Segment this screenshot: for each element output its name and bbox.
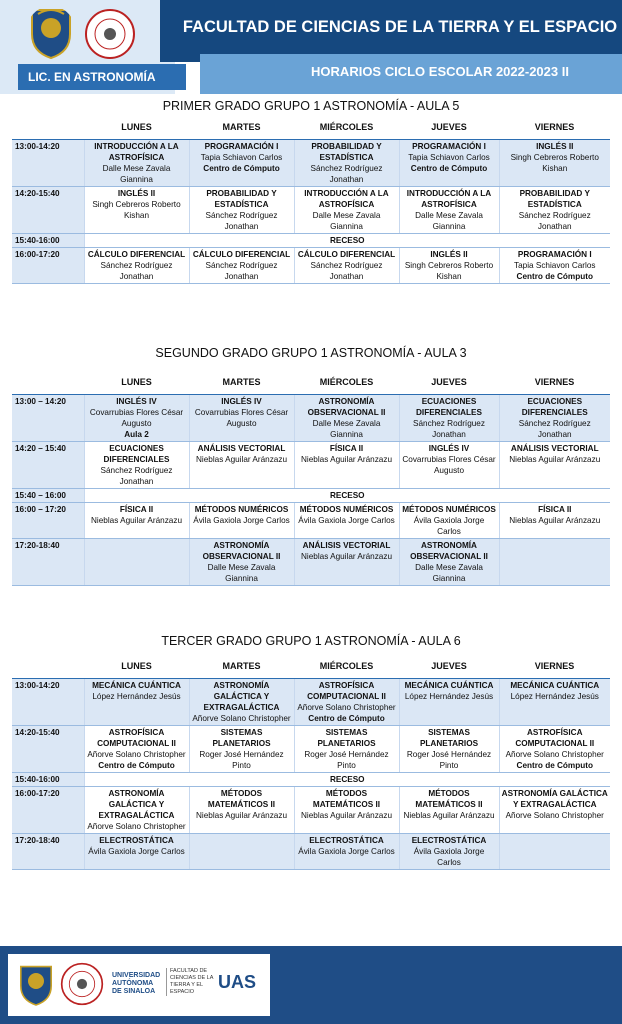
day-header: MIÉRCOLES [294,656,399,678]
class-cell [84,394,189,441]
subject-name: ASTRONOMÍA GALÁCTICA Y EXTRAGALÁCTICA [203,680,280,712]
subject-name: FÍSICA II [538,504,572,514]
subject-name: INTRODUCCIÓN A LA ASTROFÍSICA [406,188,492,209]
page-footer [0,946,622,1024]
teacher-name: Sánchez Rodríguez Jonathan [518,418,591,439]
program-label: LIC. EN ASTRONOMÍA [18,64,186,90]
class-cell [189,833,294,869]
room-note: Aula 2 [124,429,149,439]
teacher-name: Tapia Schiavon Carlos [514,260,596,270]
subject-name: ECUACIONES DIFERENCIALES [103,443,170,464]
teacher-name: Dalle Mese Zavala Giannina [415,562,483,583]
page-title: FACULTAD DE CIENCIAS DE LA TIERRA Y EL ESPACIO [182,18,618,36]
page-header [0,0,622,94]
subject-name: INTRODUCCIÓN A LA ASTROFÍSICA [94,141,179,162]
subject-name: ELECTROSTÁTICA [411,835,487,845]
teacher-name: Singh Cebreros Roberto Kishan [92,199,181,220]
teacher-name: Dalle Mese Zavala Giannina [102,163,171,184]
time-slot: 14:20-15:40 [12,725,84,772]
class-cell [84,833,189,869]
class-cell [499,833,610,869]
teacher-name: Añorve Solano Christopher [87,821,186,831]
grade2-title: SEGUNDO GRADO GRUPO 1 ASTRONOMÍA - AULA 3 [155,346,467,360]
subject-name: PROGRAMACIÓN I [204,141,279,151]
subject-name: MECÁNICA CUÁNTICA [92,680,181,690]
class-cell [499,538,610,585]
room-note: Centro de Cómputo [98,760,175,770]
teacher-name: Covarrubias Flores César Augusto [402,454,496,475]
class-cell [84,186,189,233]
subject-name: CÁLCULO DIFERENCIAL [87,249,186,259]
class-cell [399,139,499,186]
class-cell [499,394,610,441]
teacher-name: Covarrubias Flores César Augusto [194,407,289,428]
faculty-crest-icon [26,6,76,60]
teacher-name: López Hernández Jesús [404,691,494,701]
subject-name: INGLÉS II [430,249,468,259]
class-cell [84,441,189,488]
subject-name: ASTRONOMÍA OBSERVACIONAL II [202,540,281,561]
class-cell [189,538,294,585]
class-cell [294,394,399,441]
subject-name: SISTEMAS PLANETARIOS [419,727,479,748]
class-cell [84,538,189,585]
subject-name: MÉTODOS MATEMÁTICOS II [207,788,276,809]
subject-name: ASTRONOMÍA GALÁCTICA Y EXTRAGALÁCTICA [501,788,608,809]
subject-name: MÉTODOS MATEMÁTICOS II [415,788,483,809]
subject-name: INGLÉS II [536,141,574,151]
time-slot: 16:00-17:20 [12,247,84,283]
class-cell [84,786,189,833]
class-cell [399,441,499,488]
teacher-name: Añorve Solano Christopher [87,749,186,759]
break-cell: RECESO [84,233,610,247]
class-cell [399,186,499,233]
table-row [12,833,610,869]
subject-name: CÁLCULO DIFERENCIAL [192,249,291,259]
day-header: JUEVES [399,372,499,394]
class-cell [399,725,499,772]
day-header: JUEVES [399,656,499,678]
grade2-schedule-table [12,372,610,586]
subject-name: ECUACIONES DIFERENCIALES [416,396,482,417]
room-note: Centro de Cómputo [203,163,280,173]
break-cell: RECESO [84,772,610,786]
table-row [12,247,610,283]
class-cell [294,247,399,283]
subject-name: ECUACIONES DIFERENCIALES [521,396,588,417]
time-slot: 16:00 – 17:20 [12,502,84,538]
teacher-name: Nieblas Aguilar Aránzazu [509,515,601,525]
table-row [12,725,610,772]
teacher-name: Roger José Hernández Pinto [199,749,284,770]
class-cell [189,678,294,725]
subject-name: ASTRONOMÍA GALÁCTICA Y EXTRAGALÁCTICA [98,788,175,820]
teacher-name: Dalle Mese Zavala Giannina [312,210,381,231]
class-cell [189,139,294,186]
subject-name: PROGRAMACIÓN I [412,141,486,151]
subject-name: FÍSICA II [119,504,154,514]
class-cell [294,502,399,538]
university-name: UNIVERSIDAD AUTÓNOMA DE SINALOA [112,972,161,995]
day-header: VIERNES [499,656,610,678]
teacher-name: Sánchez Rodríguez Jonathan [205,210,278,231]
day-header: LUNES [84,117,189,139]
grade1-schedule-table [12,117,610,284]
teacher-name: Sánchez Rodríguez Jonathan [100,465,173,486]
subject-name: MÉTODOS NUMÉRICOS [402,504,496,514]
teacher-name: Singh Cebreros Roberto Kishan [404,260,494,281]
time-slot: 13:00-14:20 [12,139,84,186]
table-row [12,538,610,585]
day-header: MIÉRCOLES [294,372,399,394]
faculty-crest-icon [16,962,56,1008]
class-cell [294,678,399,725]
class-cell [499,786,610,833]
subject-name: INGLÉS IV [428,443,470,453]
time-slot: 15:40-16:00 [12,233,84,247]
subject-name: ELECTROSTÁTICA [99,835,174,845]
time-slot: 15:40 – 16:00 [12,488,84,502]
class-cell [499,186,610,233]
class-cell [499,678,610,725]
room-note: Centro de Cómputo [516,271,593,281]
class-cell [399,786,499,833]
room-note: Centro de Cómputo [410,163,488,173]
subject-name: PROBABILIDAD Y ESTADÍSTICA [206,188,277,209]
teacher-name: Dalle Mese Zavala Giannina [207,562,276,583]
time-header [12,372,84,394]
subject-name: ANÁLISIS VECTORIAL [302,540,391,550]
teacher-name: Roger José Hernández Pinto [406,749,492,770]
grade1-title: PRIMER GRADO GRUPO 1 ASTRONOMÍA - AULA 5 [162,99,460,113]
subject-name: SISTEMAS PLANETARIOS [212,727,271,748]
teacher-name: Nieblas Aguilar Aránzazu [300,551,393,561]
teacher-name: Añorve Solano Christopher [505,749,604,759]
class-cell [399,538,499,585]
subject-name: MÉTODOS NUMÉRICOS [194,504,289,514]
day-header: VIERNES [499,372,610,394]
teacher-name: Nieblas Aguilar Aránzazu [300,454,393,464]
class-cell [84,139,189,186]
subject-name: MECÁNICA CUÁNTICA [404,680,494,690]
time-slot: 14:20-15:40 [12,186,84,233]
subject-name: MECÁNICA CUÁNTICA [510,680,600,690]
teacher-name: Ávila Gaxiola Jorge Carlos [193,515,290,525]
class-cell [84,725,189,772]
table-row [12,233,610,247]
grade3-title: TERCER GRADO GRUPO 1 ASTRONOMÍA - AULA 6 [161,634,461,648]
class-cell [189,725,294,772]
teacher-name: Nieblas Aguilar Aránzazu [195,810,288,820]
subject-name: ANÁLISIS VECTORIAL [197,443,286,453]
day-header: MARTES [189,372,294,394]
time-slot: 17:20-18:40 [12,833,84,869]
teacher-name: Ávila Gaxiola Jorge Carlos [413,515,485,536]
teacher-name: Dalle Mese Zavala Giannina [312,418,381,439]
teacher-name: Roger José Hernández Pinto [304,749,389,770]
day-header: JUEVES [399,117,499,139]
teacher-name: Añorve Solano Christopher [192,713,291,723]
class-cell [189,247,294,283]
footer-logo-card [8,954,270,1016]
time-header [12,656,84,678]
class-cell [499,139,610,186]
teacher-name: Nieblas Aguilar Aránzazu [403,810,495,820]
class-cell [499,502,610,538]
subject-name: CÁLCULO DIFERENCIAL [297,249,396,259]
class-cell [294,833,399,869]
teacher-name: López Hernández Jesús [92,691,181,701]
day-header: MIÉRCOLES [294,117,399,139]
class-cell [294,786,399,833]
table-row [12,186,610,233]
subject-name: FÍSICA II [329,443,364,453]
teacher-name: Sánchez Rodríguez Jonathan [205,260,278,281]
teacher-name: Tapia Schiavon Carlos [408,152,490,162]
subject-name: INGLÉS IV [116,396,157,406]
teacher-name: Nieblas Aguilar Aránzazu [195,454,288,464]
teacher-name: Ávila Gaxiola Jorge Carlos [413,846,485,867]
class-cell [189,186,294,233]
subject-name: ASTRONOMÍA OBSERVACIONAL II [410,540,488,561]
faculty-seal-icon [84,8,136,60]
teacher-name: Ávila Gaxiola Jorge Carlos [298,515,395,525]
time-header [12,117,84,139]
subject-name: INGLÉS IV [221,396,262,406]
teacher-name: Añorve Solano Christopher [297,702,396,712]
teacher-name: Ávila Gaxiola Jorge Carlos [298,846,395,856]
teacher-name: Nieblas Aguilar Aránzazu [300,810,393,820]
table-row [12,488,610,502]
room-note: Centro de Cómputo [308,713,385,723]
class-cell [294,186,399,233]
subject-name: SISTEMAS PLANETARIOS [317,727,376,748]
subject-name: INGLÉS II [117,188,156,198]
class-cell [189,441,294,488]
class-cell [294,538,399,585]
class-cell [399,247,499,283]
break-cell: RECESO [84,488,610,502]
teacher-name: Nieblas Aguilar Aránzazu [509,454,601,464]
subject-name: ASTRONOMÍA OBSERVACIONAL II [307,396,386,417]
table-header-row [12,372,610,394]
table-row [12,394,610,441]
subject-name: MÉTODOS MATEMÁTICOS II [312,788,381,809]
time-slot: 13:00-14:20 [12,678,84,725]
subject-name: MÉTODOS NUMÉRICOS [299,504,394,514]
subject-name: ASTROFÍSICA COMPUTACIONAL II [515,727,595,748]
page-subtitle: HORARIOS CICLO ESCOLAR 2022-2023 II [311,64,569,79]
class-cell [84,678,189,725]
time-slot: 17:20-18:40 [12,538,84,585]
time-slot: 16:00-17:20 [12,786,84,833]
class-cell [399,502,499,538]
subject-name: PROGRAMACIÓN I [517,249,592,259]
teacher-name: Sánchez Rodríguez Jonathan [310,260,383,281]
table-row [12,772,610,786]
class-cell [294,441,399,488]
class-cell [499,441,610,488]
subject-name: ANÁLISIS VECTORIAL [510,443,599,453]
day-header: MARTES [189,656,294,678]
uas-logo: UAS [218,972,257,992]
time-slot: 13:00 – 14:20 [12,394,84,441]
class-cell [84,502,189,538]
faculty-name: FACULTAD DE CIENCIAS DE LA TIERRA Y EL ESPACIO [166,968,214,996]
time-slot: 15:40-16:00 [12,772,84,786]
class-cell [189,394,294,441]
subject-name: ELECTROSTÁTICA [309,835,384,845]
class-cell [399,833,499,869]
day-header: MARTES [189,117,294,139]
teacher-name: Ávila Gaxiola Jorge Carlos [88,846,185,856]
teacher-name: Nieblas Aguilar Aránzazu [90,515,183,525]
table-row [12,441,610,488]
table-header-row [12,117,610,139]
table-row [12,502,610,538]
teacher-name: Sánchez Rodríguez Jonathan [100,260,173,281]
teacher-name: Sánchez Rodríguez Jonathan [413,418,485,439]
day-header: VIERNES [499,117,610,139]
class-cell [84,247,189,283]
day-header: LUNES [84,656,189,678]
class-cell [499,725,610,772]
class-cell [399,678,499,725]
teacher-name: López Hernández Jesús [510,691,599,701]
subject-name: ASTROFÍSICA COMPUTACIONAL II [97,727,176,748]
subject-name: ASTROFÍSICA COMPUTACIONAL II [307,680,386,701]
table-row [12,786,610,833]
subject-name: INTRODUCCIÓN A LA ASTROFÍSICA [304,188,389,209]
faculty-seal-icon [60,962,104,1006]
class-cell [499,247,610,283]
teacher-name: Sánchez Rodríguez Jonathan [518,210,591,231]
table-row [12,139,610,186]
table-header-row [12,656,610,678]
subject-name: PROBABILIDAD Y ESTADÍSTICA [311,141,382,162]
class-cell [189,502,294,538]
teacher-name: Tapia Schiavon Carlos [200,152,283,162]
room-note: Centro de Cómputo [516,760,593,770]
class-cell [189,786,294,833]
time-slot: 14:20 – 15:40 [12,441,84,488]
class-cell [399,394,499,441]
table-row [12,678,610,725]
grade3-schedule-table [12,656,610,870]
teacher-name: Dalle Mese Zavala Giannina [415,210,483,231]
teacher-name: Añorve Solano Christopher [505,810,604,820]
teacher-name: Singh Cebreros Roberto Kishan [510,152,599,173]
class-cell [294,139,399,186]
teacher-name: Covarrubias Flores César Augusto [89,407,184,428]
teacher-name: Sánchez Rodríguez Jonathan [310,163,383,184]
class-cell [294,725,399,772]
day-header: LUNES [84,372,189,394]
subject-name: PROBABILIDAD Y ESTADÍSTICA [519,188,590,209]
